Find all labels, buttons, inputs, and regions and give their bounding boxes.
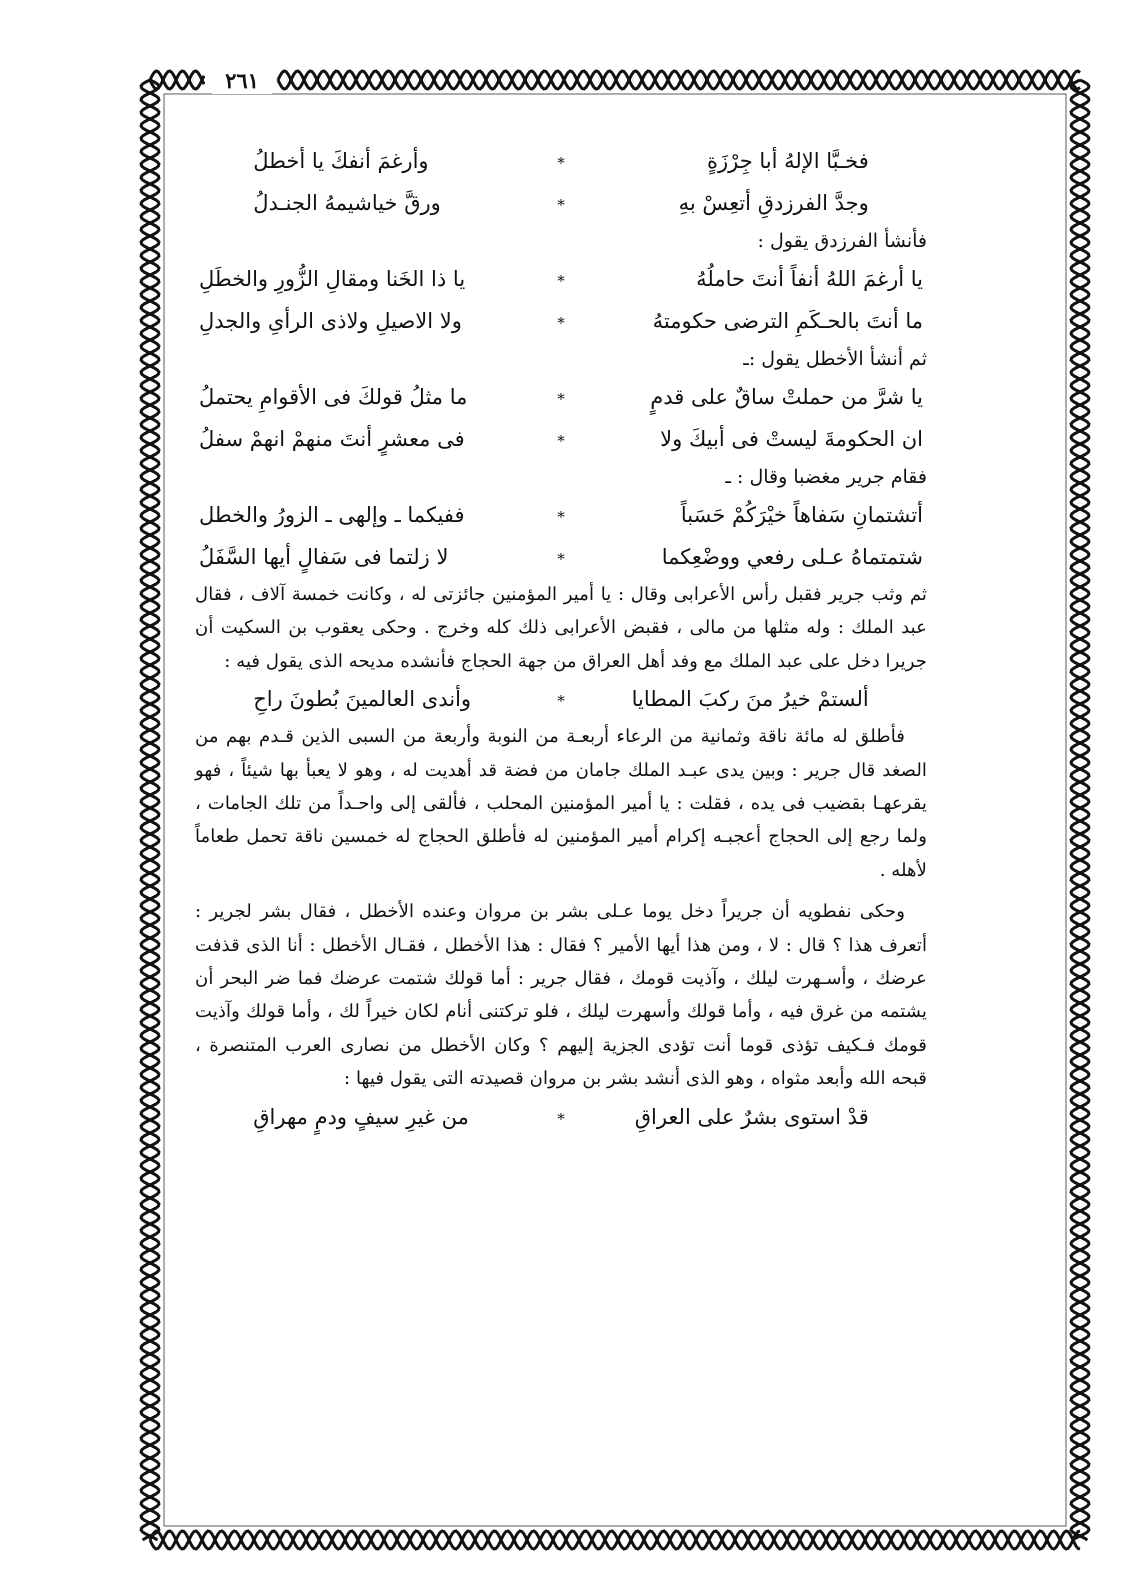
intro-line: فأنشأ الفرزدق يقول : [757,230,927,252]
hemistich-second: يا ذا الخَنا ومقالِ الزُّورِ والخطَلِ [199,267,466,291]
hemistich-second: لا زلتما فى سَفالٍ أيها السَّفَلُ [199,545,449,569]
paragraph-gap [195,887,927,895]
hemistich-second: من غيرِ سيفٍ ودمٍ مهراقِ [253,1104,469,1129]
verse-separator: * [557,196,565,214]
verse-c2 [195,418,927,460]
paragraph: ثم وثب جرير فقبل رأس الأعرابى وقال : يا أمير المؤمنين جائزتى له ، وكانت خمسة آلاف ، فقال عبد الملك : وله مثلها من مالى ، فقبض الأعرابى ذلك كله وخرج . وحكى يعقوب بن السكيت أن جريرا دخل على عبد الملك مع وفد أهل العراق من جهة الحجاج فأنشده مديحه الذى يقول فيه : [195,584,927,672]
verse-a1 [195,140,927,182]
hemistich-second: ما مثلُ قولكَ فى الأقوامِ يحتملُ [199,385,468,409]
verse-separator: * [557,550,565,568]
paragraph: فأطلق له مائة ناقة وثمانية من الرعاء أربعـة من النوبة وأربعة من السبى الذين قـدم بهم من الصغد قال جرير : وبين يدى عبـد الملك جامان من فضة قد أهديت له ، وهو لا يعبأ بها شيئاً ، فهو يقرعهـا بقضيب فى يده ، فقلت : يا أمير المؤمنين المحلب ، فألقى إلى واحـداً من تلك الجامات ، ولما رجع إلى الحجاج أعجبـه إكرام أمير المؤمنين له فأطلق الحجاج له خمسين ناقة تحمل طعاماً لأهله . [195,726,927,881]
paragraph: وحكى نفطويه أن جريراً دخل يوما عـلى بشر بن مروان وعنده الأخطل ، فقال بشر لجرير : أتعرف هذا ؟ قال : لا ، ومن هذا أيها الأمير ؟ فقال : هذا الأخطل ، فقـال الأخطل : أنا الذى قذفت عرضك ، وأسـهرت ليلك ، وآذيت قومك ، فقال جرير : أما قولك شتمت عرضك فما ضر البحر أن يشتمه من غرق فيه ، وأما قولك وأسهرت ليلك ، فلو تركتنى أنام لكان خيراً لك ، وأما قولك وآذيت قومك فـكيف تؤذى قوما أنت تؤدى الجزية إليهم ؟ وكان الأخطل من نصارى العرب المتنصرة ، قبحه الله وأبعد مثواه ، وهو الذى أنشد بشر بن مروان قصيدته التى يقول فيها : [195,901,927,1090]
hemistich-second: ولا الاصيلِ ولاذى الرأىِ والجدلِ [199,309,462,333]
verse-a2 [195,182,927,224]
hemistich-first: ان الحكومةَ ليستْ فى أبيكَ ولا [660,427,923,451]
intro-line: فقام جرير مغضبا وقال : ـ [725,466,927,488]
verse-b2 [195,300,927,342]
verse-separator: * [557,432,565,450]
hemistich-second: ورقَّ خياشيمهُ الجنـدلُ [253,191,441,215]
verse-separator: * [557,314,565,332]
hemistich-first: قدْ استوى بشرٌ على العراقِ [634,1104,869,1129]
verse-d2 [195,536,927,578]
hemistich-second: وأرغمَ أنفكَ يا أخطلُ [253,149,429,173]
verse-c1 [195,376,927,418]
hemistich-first: ألستمْ خيرُ منَ ركبَ المطايا [631,687,869,712]
verse-e [195,678,927,720]
page-number: ٢٦١ [212,68,272,94]
hemistich-first: أتشتمانِ سَفاهاً خيْرَكُمْ حَسَباً [680,503,923,527]
verse-separator: * [557,692,565,711]
verse-d1 [195,494,927,536]
hemistich-first: يا شرَّ من حملتْ ساقٌ على قدمٍ [650,385,923,409]
verse-separator: * [557,390,565,408]
verse-separator: * [557,1109,565,1128]
verse-separator: * [557,272,565,290]
verse-b1 [195,258,927,300]
hemistich-second: فى معشرٍ أنتَ منهمْ انهمْ سفلُ [199,427,465,451]
verse-separator: * [557,154,565,172]
page-content [195,140,927,1138]
intro-line: ثم أنشأ الأخطل يقول :ـ [743,348,927,370]
hemistich-first: يا أرغمَ اللهُ أنفاً أنتَ حاملُهُ [696,267,923,291]
hemistich-second: وأندى العالمينَ بُطونَ راحِ [253,687,472,712]
hemistich-first: وجدَّ الفرزدقِ أتعِسْ بهِ [678,191,869,215]
verse-separator: * [557,508,565,526]
hemistich-first: فخـبَّا الإلهُ أبا جِرْزَةٍ [706,149,869,173]
hemistich-second: ففيكما ـ وإلهى ـ الزورُ والخطل [199,503,465,527]
hemistich-first: شتمتماهُ عـلى رفعي ووضْعِكما [661,545,923,569]
hemistich-first: ما أنتَ بالحـكَمِ الترضى حكومتهُ [652,309,923,333]
verse-f [195,1096,927,1138]
